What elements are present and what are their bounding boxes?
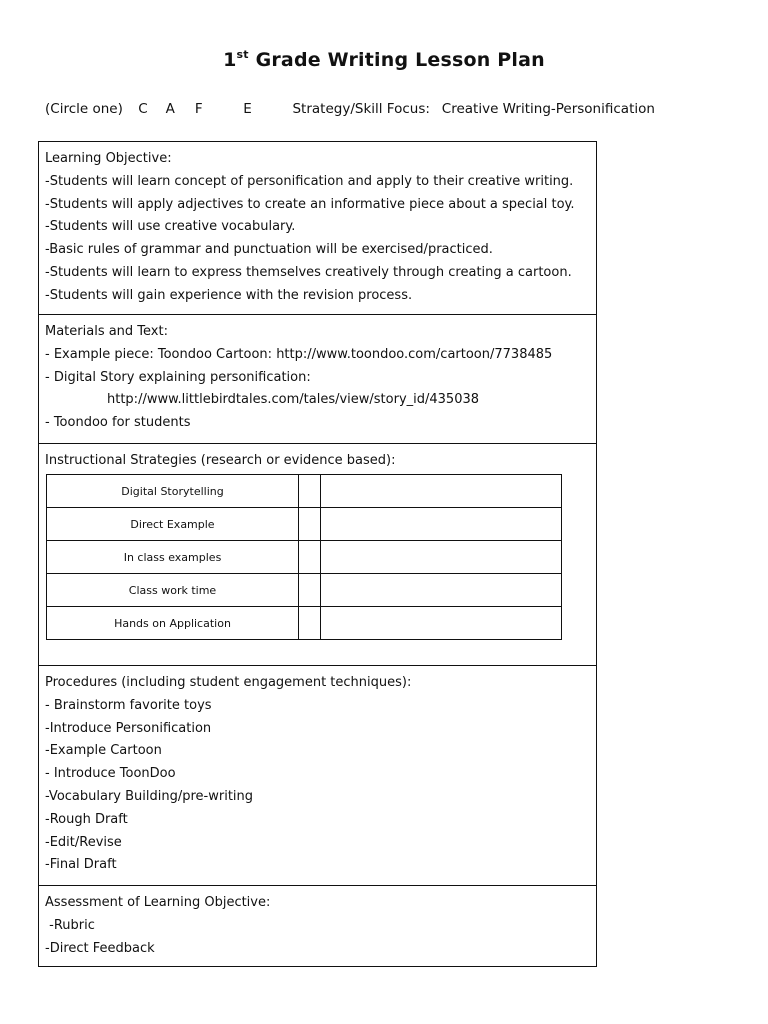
- strategy-checkbox-cell[interactable]: [299, 574, 321, 607]
- option-a[interactable]: A: [165, 101, 175, 117]
- procedure-item: -Introduce Personification: [45, 720, 212, 736]
- strategies-heading: Instructional Strategies (research or evidence based):: [45, 453, 396, 468]
- page-title: [0, 48, 768, 71]
- procedure-item: -Final Draft: [45, 857, 117, 873]
- procedure-item: -Edit/Revise: [45, 834, 122, 850]
- table-row: [47, 475, 562, 508]
- option-f[interactable]: F: [194, 101, 203, 117]
- assessment-item: -Rubric: [45, 917, 95, 933]
- materials-item: - Toondoo for students: [45, 415, 191, 431]
- strategy-notes-cell[interactable]: [321, 574, 562, 607]
- strategy-notes-cell[interactable]: [321, 508, 562, 541]
- materials-heading: Materials and Text:: [45, 324, 168, 339]
- strategy-checkbox-cell[interactable]: [299, 475, 321, 508]
- assessment-item: -Direct Feedback: [45, 940, 155, 956]
- materials-section: [39, 315, 596, 444]
- procedure-item: -Vocabulary Building/pre-writing: [45, 788, 254, 804]
- assessment-section: [39, 886, 596, 966]
- option-c[interactable]: C: [138, 101, 148, 117]
- table-row: [47, 607, 562, 640]
- objective-item: -Students will gain experience with the revision process.: [45, 287, 413, 303]
- procedure-item: - Introduce ToonDoo: [45, 766, 176, 782]
- objective-item: -Students will use creative vocabulary.: [45, 219, 296, 235]
- strategy-checkbox-cell[interactable]: [299, 541, 321, 574]
- strategies-table: [46, 474, 562, 640]
- materials-link: http://www.littlebirdtales.com/tales/view/story_id/435038: [107, 392, 480, 408]
- focus-value: Creative Writing-Personification: [441, 101, 655, 117]
- strategy-cell: Direct Example: [47, 508, 299, 541]
- strategy-notes-cell[interactable]: [321, 541, 562, 574]
- strategy-cell: Hands on Application: [47, 607, 299, 640]
- table-row: [47, 574, 562, 607]
- table-row: [47, 508, 562, 541]
- table-row: [47, 541, 562, 574]
- procedure-item: - Brainstorm favorite toys: [45, 697, 212, 713]
- objective-item: -Students will apply adjectives to create an informative piece about a special toy.: [45, 196, 575, 212]
- assessment-heading: Assessment of Learning Objective:: [45, 895, 271, 910]
- strategy-checkbox-cell[interactable]: [299, 607, 321, 640]
- title-text: Grade Writing Lesson Plan: [248, 49, 545, 71]
- strategies-section: [39, 444, 596, 666]
- learning-objective-section: [39, 142, 596, 315]
- circle-one-line: [45, 101, 655, 117]
- procedure-item: -Rough Draft: [45, 811, 128, 827]
- circle-one-label: (Circle one): [45, 101, 123, 117]
- option-e[interactable]: E: [243, 101, 252, 117]
- objective-item: -Students will learn to express themselves creatively through creating a cartoon.: [45, 264, 572, 280]
- focus-label: Strategy/Skill Focus:: [292, 101, 430, 117]
- procedure-item: -Example Cartoon: [45, 743, 162, 759]
- strategy-cell: In class examples: [47, 541, 299, 574]
- title-number: 1: [223, 49, 237, 71]
- strategy-cell: Digital Storytelling: [47, 475, 299, 508]
- strategy-cell: Class work time: [47, 574, 299, 607]
- title-superscript: st: [236, 48, 249, 61]
- strategy-checkbox-cell[interactable]: [299, 508, 321, 541]
- materials-item: - Digital Story explaining personification:: [45, 369, 311, 385]
- strategy-notes-cell[interactable]: [321, 607, 562, 640]
- procedures-section: [39, 666, 596, 886]
- lesson-plan-frame: [38, 141, 597, 967]
- materials-item: - Example piece: Toondoo Cartoon: http://www.toondoo.com/cartoon/7738485: [45, 346, 553, 362]
- objective-item: -Students will learn concept of personification and apply to their creative writing.: [45, 173, 574, 189]
- learning-objective-heading: Learning Objective:: [45, 151, 172, 166]
- objective-item: -Basic rules of grammar and punctuation will be exercised/practiced.: [45, 242, 493, 258]
- procedures-heading: Procedures (including student engagement techniques):: [45, 675, 412, 690]
- strategy-notes-cell[interactable]: [321, 475, 562, 508]
